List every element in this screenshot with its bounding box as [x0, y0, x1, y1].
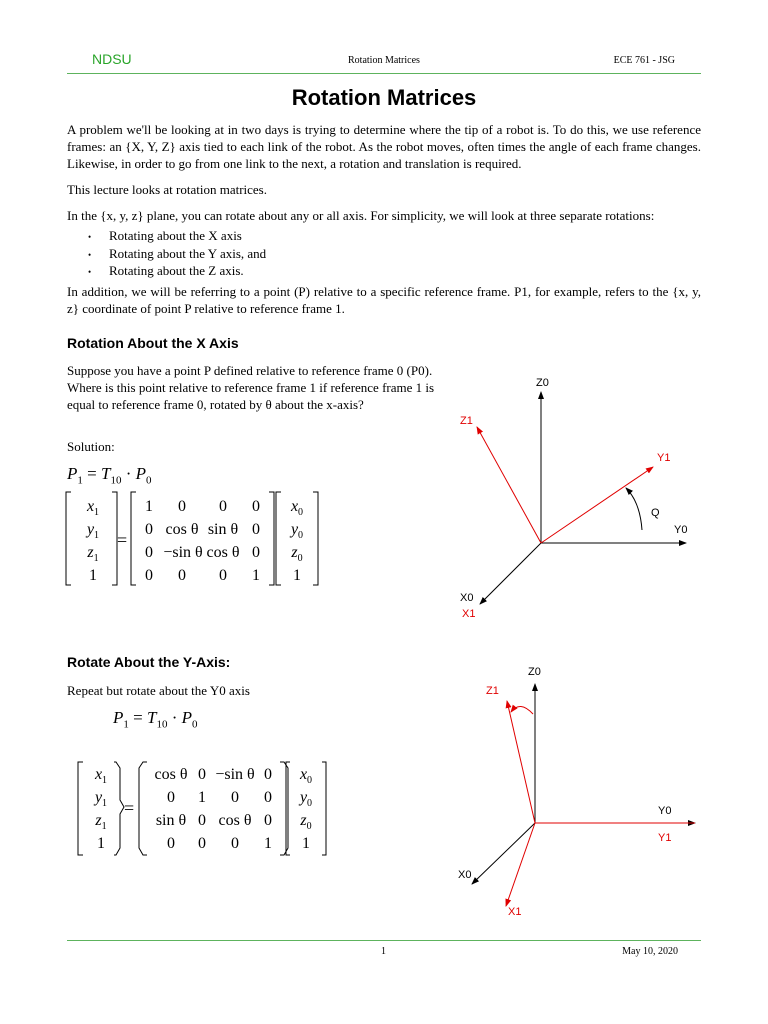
equation-x: $P_1 = T_{10} \cdot P_0$: [67, 464, 152, 487]
label-z0: Z0: [528, 666, 541, 678]
section-y-text: Repeat but rotate about the Y0 axis: [67, 683, 250, 698]
intro-paragraph: A problem we'll be looking at in two days is trying to determine where the tip of a robot is. To do this, we use reference frames: an {X, Y, Z} axis tied to each link of the robot. As the robot moves, often times the angle of each frame changes. Likewise, in order to go from one link to the next, a rotation and translation is required.: [67, 122, 701, 171]
x1-axis: [506, 823, 535, 906]
header-org: NDSU: [92, 51, 132, 67]
page-number: 1: [381, 946, 386, 957]
section-heading-x: Rotation About the X Axis: [67, 335, 239, 351]
header-rule: [67, 73, 701, 74]
matrix-x: $x_1$ $y_1$ $z_1$ 1 1 0 0 0 0 cos θ sin θ 0 0 −sin θ cos θ 0 0 0 0 1 $x_0$ $y_0$ $z_0$ 1: [86, 498, 304, 584]
label-angle: Q: [651, 507, 660, 519]
axes-diagram-x: [440, 370, 710, 630]
section-heading-y: Rotate About the Y-Axis:: [67, 654, 231, 670]
label-z0: Z0: [536, 377, 549, 389]
matrix-y: $x_1$ $y_1$ $z_1$ 1 cos θ 0 −sin θ 0 0 1 0 0 sin θ 0 cos θ 0 0 0 0 1 $x_0$ $y_0$ $z_0$ 1: [94, 766, 313, 852]
x0-axis: [472, 823, 535, 884]
axes-diagram-y: [450, 660, 700, 920]
intro-rotations-line: In the {x, y, z} plane, you can rotate about any or all axis. For simplicity, we will look at three separate rotations:: [67, 208, 655, 223]
bullet-item: • Rotating about the Z axis.: [88, 263, 244, 278]
intro-reference-paragraph: In addition, we will be referring to a point (P) relative to a specific reference frame. P1, for example, refers to the {x, y, z} coordinate of point P relative to reference frame 1.: [67, 284, 701, 316]
rotation-arc: [511, 706, 533, 714]
svg-text:=: =: [124, 798, 135, 818]
bullet-item: • Rotating about the Y axis, and: [88, 246, 267, 261]
label-x0: X0: [460, 592, 474, 604]
intro-lecture-line: This lecture looks at rotation matrices.: [67, 182, 267, 197]
label-y1: Y1: [657, 452, 671, 464]
label-x0: X0: [458, 869, 472, 881]
label-x1: X1: [462, 608, 476, 620]
header-topic: Rotation Matrices: [348, 55, 420, 66]
footer-rule: [67, 940, 701, 941]
label-y0: Y0: [674, 524, 688, 536]
label-z1: Z1: [486, 685, 499, 697]
equation-y: $P_1 = T_{10} \cdot P_0$: [113, 708, 198, 731]
bullet-item: • Rotating about the X axis: [88, 228, 242, 243]
svg-text:=: =: [117, 530, 128, 550]
z1-axis: [507, 701, 535, 823]
solution-label: Solution:: [67, 439, 115, 454]
footer-date: May 10, 2020: [622, 946, 678, 957]
label-z1: Z1: [460, 415, 473, 427]
label-y1: Y1: [658, 832, 672, 844]
label-y0: Y0: [658, 805, 672, 817]
section-x-text: Suppose you have a point P defined relative to reference frame 0 (P0). Where is this point relative to reference frame 1 if reference frame 1 is equal to reference frame 0, rotated by θ about the x-axis?: [67, 363, 435, 412]
label-x1: X1: [508, 906, 522, 918]
page-title: Rotation Matrices: [291, 85, 477, 110]
x0-axis: [480, 543, 541, 604]
header-course: ECE 761 - JSG: [613, 55, 675, 66]
rotation-arc: [626, 488, 642, 530]
z1-axis: [477, 427, 541, 543]
y1-axis: [541, 467, 653, 543]
